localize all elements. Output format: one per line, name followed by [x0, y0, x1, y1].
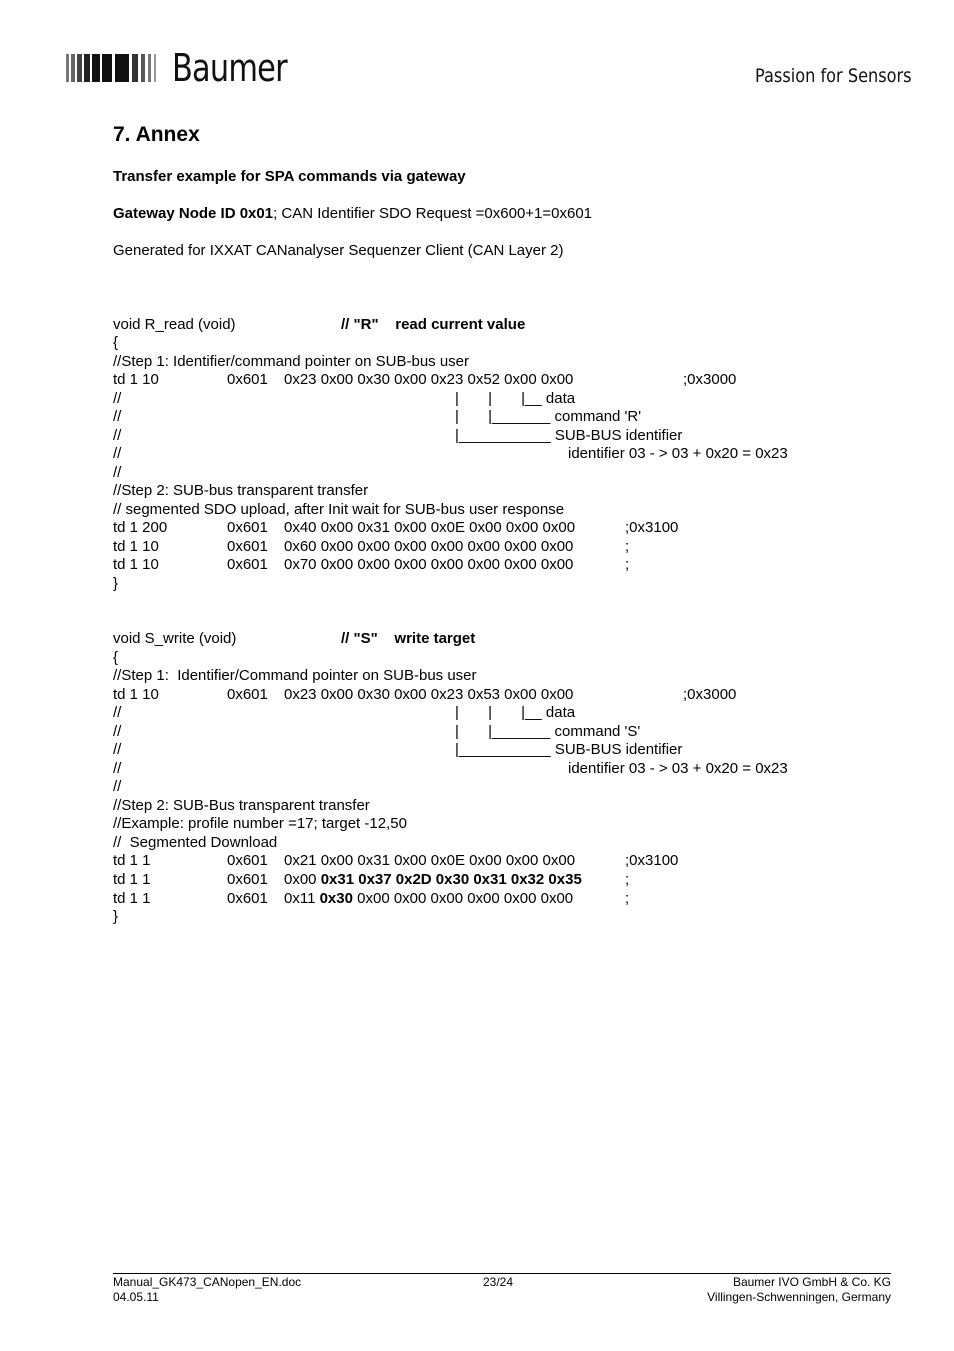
step1-comment: //Step 1: Identifier/command pointer on SUB-bus user	[113, 353, 470, 370]
gateway-node-id: Gateway Node ID 0x01	[113, 205, 274, 222]
index-comment: ;0x3100	[625, 852, 679, 869]
data-bytes: 0x40 0x00 0x31 0x00 0x0E 0x00 0x00 0x00	[284, 519, 576, 536]
index-comment: ;0x3000	[683, 686, 737, 703]
gateway-line	[113, 205, 592, 223]
footer-company: Baumer IVO GmbH & Co. KG	[732, 1275, 891, 1289]
close-brace: }	[113, 908, 119, 925]
footer-divider	[113, 1273, 891, 1274]
logo-stripe	[115, 54, 129, 82]
step2-comment: //Step 2: SUB-bus transparent transfer	[113, 482, 369, 499]
index-comment: ;	[625, 556, 630, 573]
logo-stripe	[66, 54, 69, 82]
comment-slash: //	[113, 741, 122, 758]
segmented-comment: // Segmented Download	[113, 834, 278, 851]
comment-slash: //	[113, 408, 122, 425]
td-command: td 1 10	[113, 556, 159, 573]
td-command: td 1 1	[113, 871, 151, 888]
data-bytes: 0x23 0x00 0x30 0x00 0x23 0x53 0x00 0x00	[284, 686, 574, 703]
index-comment: ;	[625, 890, 630, 907]
annotation-identifier: identifier 03 - > 03 + 0x20 = 0x23	[568, 445, 788, 462]
logo-stripe	[141, 54, 145, 82]
intro-heading: Transfer example for SPA commands via gateway	[113, 168, 466, 185]
logo-stripe	[148, 54, 151, 82]
data-bytes: 0x21 0x00 0x31 0x00 0x0E 0x00 0x00 0x00	[284, 852, 576, 869]
annotation-data: | | |__ data	[455, 704, 576, 721]
close-brace: }	[113, 575, 119, 592]
annotation-command: | |_______ command 'R'	[455, 408, 642, 425]
open-brace: {	[113, 334, 119, 351]
comment-slash: //	[113, 760, 122, 777]
data-bytes	[284, 890, 573, 907]
annotation-subbus: |___________ SUB-BUS identifier	[455, 741, 683, 758]
can-id: 0x601	[227, 852, 268, 869]
comment-slash: //	[113, 390, 122, 407]
td-command: td 1 1	[113, 890, 151, 907]
footer-filename: Manual_GK473_CANopen_EN.doc	[113, 1275, 302, 1289]
can-id: 0x601	[227, 371, 268, 388]
index-comment: ;0x3100	[625, 519, 679, 536]
step2-comment: //Step 2: SUB-Bus transparent transfer	[113, 797, 370, 814]
index-comment: ;	[625, 871, 630, 888]
data-bytes	[284, 871, 582, 888]
comment-slash: //	[113, 723, 122, 740]
can-id: 0x601	[227, 519, 268, 536]
can-id: 0x601	[227, 890, 268, 907]
example-comment: //Example: profile number =17; target -12,50	[113, 815, 407, 832]
data-bytes-plain: 0x00 0x00 0x00 0x00 0x00 0x00	[352, 890, 574, 907]
annotation-command: | |_______ command 'S'	[455, 723, 641, 740]
comment-slash: //	[113, 704, 122, 721]
comment-slash: //	[113, 445, 122, 462]
data-byte-plain: 0x11	[284, 890, 320, 907]
td-command: td 1 200	[113, 519, 168, 536]
comment-slash: //	[113, 427, 122, 444]
annotation-identifier: identifier 03 - > 03 + 0x20 = 0x23	[568, 760, 788, 777]
can-id: 0x601	[227, 556, 268, 573]
section-title: 7. Annex	[113, 123, 200, 146]
index-comment: ;0x3000	[683, 371, 737, 388]
logo-stripe	[84, 54, 90, 82]
logo-stripe	[132, 54, 138, 82]
logo-stripe	[92, 54, 100, 82]
can-id: 0x601	[227, 686, 268, 703]
read-comment: // "R" read current value	[341, 316, 526, 333]
logo-stripe	[102, 54, 112, 82]
data-byte-plain: 0x00	[284, 871, 321, 888]
gateway-can-identifier: ; CAN Identifier SDO Request =0x600+1=0x601	[273, 205, 593, 222]
td-command: td 1 1	[113, 852, 151, 869]
footer-location: Villingen-Schwenningen, Germany	[707, 1290, 891, 1304]
write-comment: // "S" write target	[341, 630, 476, 647]
index-comment: ;	[625, 538, 630, 555]
data-bytes: 0x70 0x00 0x00 0x00 0x00 0x00 0x00 0x00	[284, 556, 574, 573]
logo-stripe	[154, 54, 156, 82]
tagline: Passion for Sensors	[755, 65, 912, 87]
data-bytes: 0x23 0x00 0x30 0x00 0x23 0x52 0x00 0x00	[284, 371, 574, 388]
can-id: 0x601	[227, 538, 268, 555]
logo-stripe	[71, 54, 75, 82]
logo-stripe	[77, 54, 82, 82]
open-brace: {	[113, 649, 119, 666]
td-command: td 1 10	[113, 538, 159, 555]
footer-page-number: 23/24	[483, 1275, 514, 1289]
can-id: 0x601	[227, 871, 268, 888]
step2-detail: // segmented SDO upload, after Init wait for SUB-bus user response	[113, 501, 565, 518]
data-bytes-bold: 0x31 0x37 0x2D 0x30 0x31 0x32 0x35	[320, 871, 582, 888]
write-signature: void S_write (void)	[113, 630, 237, 647]
brand-name: Baumer	[172, 46, 287, 90]
generated-line: Generated for IXXAT CANanalyser Sequenzer Client (CAN Layer 2)	[113, 242, 564, 259]
td-command: td 1 10	[113, 371, 159, 388]
annotation-subbus: |___________ SUB-BUS identifier	[455, 427, 683, 444]
footer-date: 04.05.11	[113, 1290, 159, 1304]
comment-slash: //	[113, 778, 122, 795]
annotation-data: | | |__ data	[455, 390, 576, 407]
comment-slash: //	[113, 464, 122, 481]
step1-comment: //Step 1: Identifier/Command pointer on SUB-bus user	[113, 667, 477, 684]
data-byte-bold: 0x30	[319, 890, 353, 907]
data-bytes: 0x60 0x00 0x00 0x00 0x00 0x00 0x00 0x00	[284, 538, 574, 555]
td-command: td 1 10	[113, 686, 159, 703]
read-signature: void R_read (void)	[113, 316, 236, 333]
